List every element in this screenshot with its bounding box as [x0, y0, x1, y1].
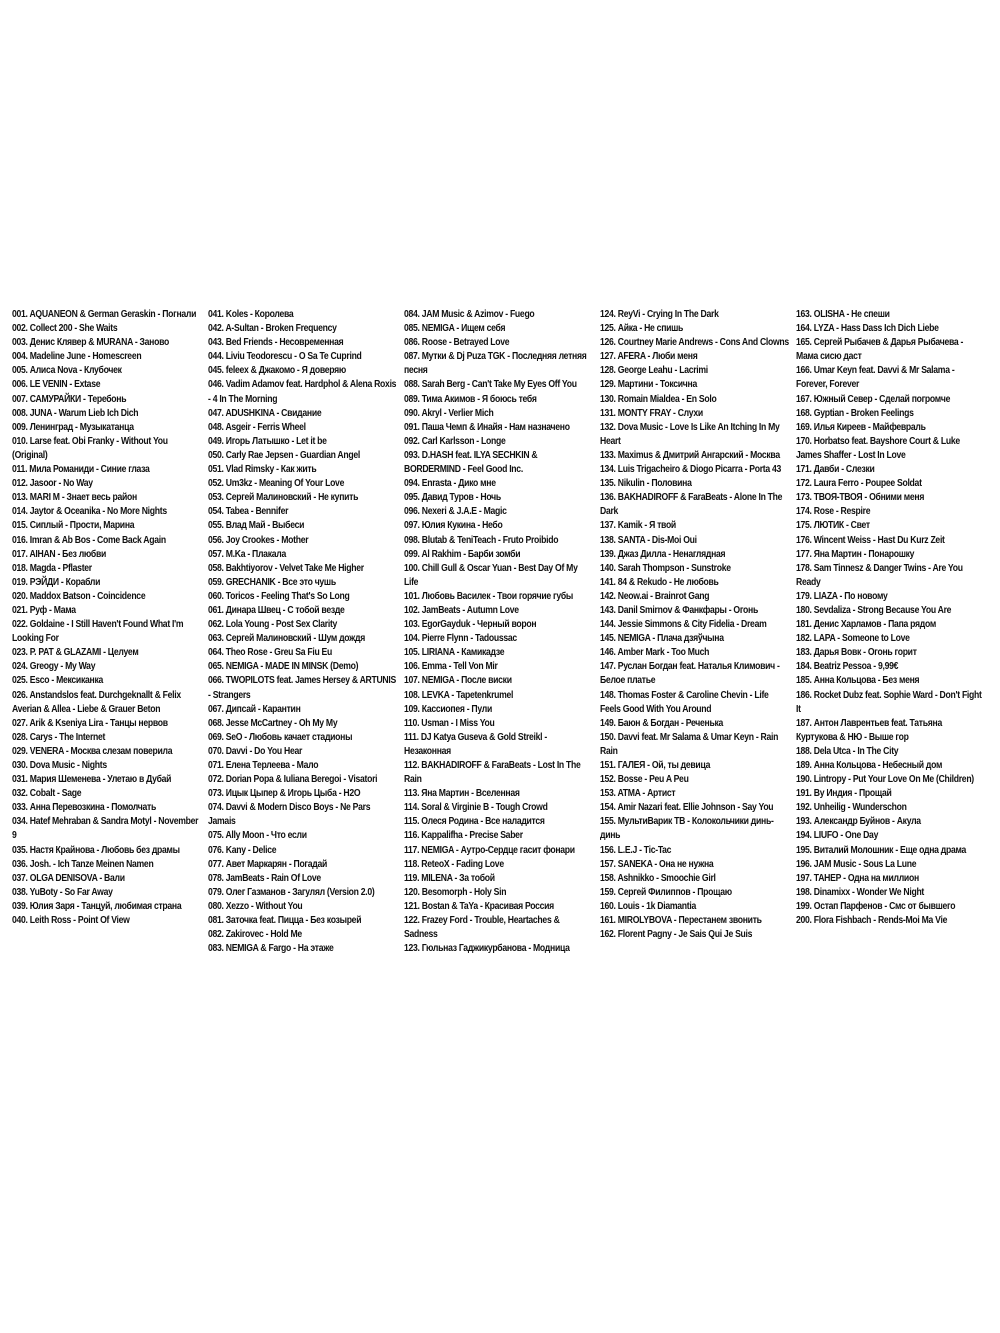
track-entry: 141. 84 & Rekudo - Не любовь [600, 576, 719, 588]
track-entry: 053. Сергей Малиновский - Не купить [208, 492, 359, 504]
track-entry: 200. Flora Fishbach - Rends-Moi Ma Vie [796, 915, 948, 927]
track-entry: 118. ReteoX - Fading Love [404, 858, 504, 870]
track-entry: 006. LE VENIN - Extase [12, 379, 101, 391]
track-entry: 175. ЛЮТИК - Свет [796, 520, 870, 532]
track-entry: 038. YuBoty - So Far Away [12, 886, 113, 898]
track-entry: 075. Ally Moon - Что если [208, 830, 307, 842]
track-entry: 052. Um3kz - Meaning Of Your Love [208, 478, 345, 490]
track-entry: 165. Сергей Рыбачев & Дарья Рыбачева - Мама сисю даст [796, 337, 964, 363]
tracklist-column-2 [208, 308, 404, 956]
track-entry: 016. Imran & Ab Bos - Come Back Again [12, 534, 166, 546]
track-entry: 121. Bostan & TaYa - Красивая Россия [404, 900, 554, 912]
track-entry: 149. Баюн & Богдан - Реченька [600, 717, 724, 729]
track-entry: 133. Maximus & Дмитрий Ангарский - Москва [600, 449, 780, 461]
track-entry: 193. Александр Буйнов - Акула [796, 816, 921, 828]
track-entry: 167. Южный Север - Сделай погромче [796, 393, 951, 405]
tracklist-sheet [12, 308, 992, 956]
track-entry: 040. Leith Ross - Point Of View [12, 915, 130, 927]
track-entry: 068. Jesse McCartney - Oh My My [208, 717, 338, 729]
track-entry: 098. Blutab & TeniTeach - Fruto Proibido [404, 534, 559, 546]
track-entry: 076. Kany - Delice [208, 844, 277, 856]
track-entry: 085. NEMIGA - Ищем себя [404, 323, 506, 335]
track-entry: 116. Kappalifha - Precise Saber [404, 830, 523, 842]
track-entry: 012. Jasoor - No Way [12, 478, 93, 490]
track-entry: 071. Елена Терлеева - Мало [208, 760, 319, 771]
track-entry: 186. Rocket Dubz feat. Sophie Ward - Don't Fight It [796, 689, 982, 715]
track-entry: 110. Usman - I Miss You [404, 717, 495, 729]
track-entry: 113. Яна Мартин - Вселенная [404, 788, 520, 800]
track-entry: 185. Анна Кольцова - Без меня [796, 675, 920, 687]
track-entry: 095. Давид Туров - Ночь [404, 492, 501, 504]
track-entry: 164. LYZA - Hass Dass Ich Dich Liebe [796, 323, 939, 335]
track-entry: 181. Денис Харламов - Папа рядом [796, 619, 936, 631]
track-entry: 004. Madeline June - Homescreen [12, 351, 142, 363]
track-entry: 055. Влад Май - Выбеси [208, 520, 305, 532]
track-entry: 035. Настя Крайнова - Любовь без драмы [12, 844, 180, 856]
track-entry: 137. Kamik - Я твой [600, 520, 676, 532]
track-entry: 030. Dova Music - Nights [12, 760, 107, 771]
track-entry: 007. САМУРАЙКИ - Теребонь [12, 393, 127, 405]
track-entry: 158. Ashnikko - Smoochie Girl [600, 872, 716, 884]
track-entry: 160. Louis - 1k Diamantia [600, 900, 697, 912]
track-entry: 161. MIROLYBOVA - Перестанем звонить [600, 915, 762, 927]
track-entry: 177. Яна Мартин - Понарошку [796, 548, 915, 560]
track-entry: 057. M.Ka - Плакала [208, 548, 286, 560]
track-entry: 014. Jaytor & Oceanika - No More Nights [12, 506, 167, 518]
track-entry: 018. Magda - Pflaster [12, 562, 92, 574]
track-entry: 050. Carly Rae Jepsen - Guardian Angel [208, 449, 360, 461]
track-entry: 020. Maddox Batson - Coincidence [12, 590, 146, 602]
track-entry: 171. Давби - Слезки [796, 464, 875, 476]
track-entry: 178. Sam Tinnesz & Danger Twins - Are You Ready [796, 562, 963, 588]
track-entry: 058. Bakhtiyorov - Velvet Take Me Higher [208, 562, 364, 574]
track-entry: 194. LIUFO - One Day [796, 830, 879, 842]
track-entry: 119. MILENA - За тобой [404, 872, 495, 884]
track-entry: 169. Илья Киреев - Майфевраль [796, 421, 926, 433]
track-entry: 060. Toricos - Feeling That's So Long [208, 590, 350, 602]
track-entry: 148. Thomas Foster & Caroline Chevin - Life Feels Good With You Around [600, 689, 769, 715]
track-entry: 094. Enrasta - Дико мне [404, 478, 496, 490]
track-entry: 132. Dova Music - Love Is Like An Itching In My Heart [600, 421, 780, 447]
track-entry: 143. Danil Smirnov & Фанкфары - Огонь [600, 604, 758, 616]
track-entry: 073. Ицык Цыпер & Игорь Цыба - H2O [208, 788, 361, 800]
track-entry: 032. Cobalt - Sage [12, 788, 82, 800]
track-entry: 184. Beatriz Pessoa - 9,99€ [796, 661, 899, 673]
track-entry: 182. LAPA - Someone to Love [796, 633, 910, 645]
track-entry: 173. ТВОЯ-ТВОЯ - Обними меня [796, 492, 925, 504]
track-entry: 109. Кассиопея - Пули [404, 703, 492, 715]
track-entry: 039. Юлия Заря - Танцуй, любимая страна [12, 900, 182, 912]
track-entry: 003. Денис Клявер & MURANA - Заново [12, 337, 169, 349]
track-entry: 139. Джаз Дилла - Ненаглядная [600, 548, 726, 560]
track-entry: 080. Xezzo - Without You [208, 900, 303, 912]
track-entry: 010. Larse feat. Obi Franky - Without You (Original) [12, 435, 168, 461]
track-entry: 112. BAKHADIROFF & FaraBeats - Lost In The Rain [404, 760, 581, 786]
track-entry: 029. VENERA - Москва слезам поверила [12, 745, 173, 757]
track-entry: 009. Ленинград - Музыкатанца [12, 421, 134, 433]
track-entry: 192. Unheilig - Wunderschon [796, 802, 907, 814]
track-entry: 146. Amber Mark - Too Much [600, 647, 710, 659]
track-entry: 069. SeO - Любовь качает стадионы [208, 731, 353, 743]
track-entry: 147. Руслан Богдан feat. Наталья Климович - Белое платье [600, 661, 780, 687]
track-entry: 090. Akryl - Verlier Mich [404, 407, 494, 419]
track-entry: 082. Zakirovec - Hold Me [208, 929, 302, 941]
track-entry: 065. NEMIGA - MADE IN MINSK (Demo) [208, 661, 359, 673]
track-entry: 043. Bed Friends - Несовременная [208, 337, 344, 349]
track-entry: 197. ТАНЕР - Одна на миллион [796, 872, 919, 884]
tracklist-column-5 [796, 308, 992, 928]
track-entry: 135. Nikulin - Половина [600, 478, 692, 490]
track-entry: 198. Dinamixx - Wonder We Night [796, 886, 925, 898]
track-entry: 063. Сергей Малиновский - Шум дождя [208, 633, 365, 645]
track-entry: 111. DJ Katya Guseva & Gold Streikl - Незаконная [404, 731, 547, 757]
track-entry: 001. AQUANEON & German Geraskin - Погнали [12, 309, 197, 320]
track-entry: 070. Davvi - Do You Hear [208, 745, 303, 757]
track-entry: 036. Josh. - Ich Tanze Meinen Namen [12, 858, 154, 870]
track-entry: 168. Gyptian - Broken Feelings [796, 407, 914, 419]
track-entry: 166. Umar Keyn feat. Davvi & Mr Salama - Forever, Forever [796, 365, 955, 391]
track-entry: 005. Алиса Nova - Клубочек [12, 365, 122, 377]
track-entry: 144. Jessie Simmons & City Fidelia - Dream [600, 619, 767, 631]
track-entry: 102. JamBeats - Autumn Love [404, 604, 519, 616]
tracklist-column-3 [404, 308, 600, 956]
track-entry: 022. Goldaine - I Still Haven't Found What I'm Looking For [12, 619, 184, 645]
track-entry: 123. Гюльназ Гаджикурбанова - Модница [404, 943, 570, 955]
track-entry: 155. МультиВарик ТВ - Колокольчики динь-динь [600, 816, 774, 842]
track-entry: 172. Laura Ferro - Poupee Soldat [796, 478, 922, 490]
track-entry: 195. Виталий Молошник - Еще одна драма [796, 844, 966, 856]
track-entry: 159. Сергей Филиппов - Прощаю [600, 886, 732, 898]
tracklist-column-4 [600, 308, 796, 942]
track-entry: 129. Мартини - Токсична [600, 379, 697, 391]
track-entry: 072. Dorian Popa & Iuliana Beregoi - Visatori [208, 774, 378, 786]
track-entry: 064. Theo Rose - Greu Sa Fiu Eu [208, 647, 333, 659]
track-entry: 097. Юлия Кукина - Небо [404, 520, 503, 532]
track-entry: 074. Davvi & Modern Disco Boys - Ne Pars Jamais [208, 802, 371, 828]
track-entry: 183. Дарья Вовк - Огонь горит [796, 647, 917, 659]
track-entry: 033. Анна Перевозкина - Помолчать [12, 802, 157, 814]
track-entry: 079. Олег Газманов - Загулял (Version 2.0) [208, 886, 375, 898]
track-entry: 067. Дипсай - Карантин [208, 703, 301, 715]
track-entry: 187. Антон Лаврентьев feat. Татьяна Куртукова & НЮ - Выше гор [796, 717, 942, 743]
track-entry: 128. George Leahu - Lacrimi [600, 365, 708, 377]
track-entry: 002. Collect 200 - She Waits [12, 323, 118, 335]
track-entry: 034. Hatef Mehraban & Sandra Motyl - November 9 [12, 816, 199, 842]
track-entry: 157. SANEKA - Она не нужна [600, 858, 714, 870]
track-entry: 008. JUNA - Warum Lieb Ich Dich [12, 407, 139, 419]
track-entry: 017. AIHAN - Без любви [12, 548, 107, 560]
track-entry: 103. EgorGayduk - Черный ворон [404, 619, 537, 631]
track-entry: 041. Koles - Королева [208, 309, 294, 320]
track-entry: 013. MARI M - Знает весь район [12, 492, 137, 504]
track-entry: 156. L.E.J - Tic-Tac [600, 844, 672, 856]
track-entry: 134. Luis Trigacheiro & Diogo Picarra - Porta 43 [600, 464, 782, 476]
track-entry: 114. Soral & Virginie B - Tough Crowd [404, 802, 548, 814]
track-entry: 023. P. PAT & GLAZAMI - Целуем [12, 647, 139, 659]
track-entry: 142. Neow.ai - Brainrot Gang [600, 590, 710, 602]
track-entry: 190. Lintropy - Put Your Love On Me (Children) [796, 774, 974, 786]
track-entry: 078. JamBeats - Rain Of Love [208, 872, 321, 884]
track-entry: 026. Anstandslos feat. Durchgeknallt & Felix Averian & Allea - Liebe & Grauer Beton [12, 689, 181, 715]
tracklist-column-1 [12, 308, 208, 928]
track-entry: 154. Amir Nazari feat. Ellie Johnson - Say You [600, 802, 774, 814]
track-entry: 066. TWOPILOTS feat. James Hersey & ARTUNIS - Strangers [208, 675, 396, 701]
track-entry: 117. NEMIGA - Аутро-Сердце гасит фонари [404, 844, 575, 856]
track-entry: 153. ATMA - Артист [600, 788, 676, 800]
track-entry: 105. LIRIANA - Камикадзе [404, 647, 505, 659]
track-entry: 107. NEMIGA - После виски [404, 675, 512, 687]
track-entry: 062. Lola Young - Post Sex Clarity [208, 619, 338, 631]
track-entry: 046. Vadim Adamov feat. Hardphol & Alena Roxis - 4 In The Morning [208, 379, 397, 405]
track-entry: 127. AFERA - Люби меня [600, 351, 698, 363]
track-entry: 170. Horbatso feat. Bayshore Court & Luke James Shaffer - Lost In Love [796, 435, 960, 461]
track-entry: 021. Руф - Мама [12, 604, 76, 616]
track-entry: 056. Joy Crookes - Mother [208, 534, 309, 546]
track-entry: 019. РЭЙДИ - Корабли [12, 576, 101, 588]
track-entry: 047. ADUSHKINA - Свидание [208, 407, 322, 419]
track-entry: 104. Pierre Flynn - Tadoussac [404, 633, 517, 645]
track-entry: 191. Ву Индия - Прощай [796, 788, 892, 800]
track-entry: 011. Мила Романиди - Синие глаза [12, 464, 150, 476]
track-entry: 108. LEVKA - Tapetenkrumel [404, 689, 514, 701]
track-entry: 179. LIAZA - По новому [796, 590, 888, 602]
track-entry: 101. Любовь Василек - Твои горячие губы [404, 590, 574, 602]
track-entry: 091. Паша Чемп & Инайя - Нам назначено [404, 421, 570, 433]
track-entry: 096. Nexeri & J.A.E - Magic [404, 506, 507, 518]
track-entry: 061. Динара Швец - С тобой везде [208, 604, 345, 616]
track-entry: 093. D.HASH feat. ILYA SECHKIN & BORDERMIND - Feel Good Inc. [404, 449, 538, 476]
track-entry: 099. Al Rakhim - Барби зомби [404, 548, 521, 560]
track-entry: 015. Сиплый - Прости, Марина [12, 520, 135, 532]
track-entry: 150. Davvi feat. Mr Salama & Umar Keyn - Rain Rain [600, 731, 779, 757]
track-entry: 092. Carl Karlsson - Longe [404, 435, 506, 447]
track-entry: 136. BAKHADIROFF & FaraBeats - Alone In The Dark [600, 492, 783, 518]
track-entry: 189. Анна Кольцова - Небесный дом [796, 760, 943, 771]
track-entry: 162. Florent Pagny - Je Sais Qui Je Suis [600, 929, 753, 941]
track-entry: 054. Tabea - Bennifer [208, 506, 289, 518]
track-entry: 163. OLISHA - Не спеши [796, 309, 890, 320]
track-entry: 196. JAM Music - Sous La Lune [796, 858, 917, 870]
track-entry: 049. Игорь Латышко - Let it be [208, 435, 327, 447]
track-entry: 100. Chill Gull & Oscar Yuan - Best Day Of My Life [404, 562, 578, 588]
track-entry: 084. JAM Music & Azimov - Fuego [404, 309, 535, 320]
track-entry: 044. Liviu Teodorescu - O Sa Te Cuprind [208, 351, 362, 363]
track-entry: 120. Besomorph - Holy Sin [404, 886, 507, 898]
track-entry: 037. OLGA DENISOVA - Вали [12, 872, 125, 884]
track-entry: 125. Айка - Не спишь [600, 323, 684, 335]
track-entry: 083. NEMIGA & Fargo - На этаже [208, 943, 334, 955]
track-entry: 115. Олеся Родина - Все наладится [404, 816, 545, 828]
track-entry: 174. Rose - Respire [796, 506, 871, 518]
track-entry: 131. MONTY FRAY - Слухи [600, 407, 703, 419]
track-entry: 130. Romain Mialdea - En Solo [600, 393, 717, 405]
track-entry: 087. Мутки & Dj Puza TGK - Последняя летняя песня [404, 351, 587, 377]
track-entry: 086. Roose - Betrayed Love [404, 337, 510, 349]
track-entry: 051. Vlad Rimsky - Как жить [208, 464, 317, 476]
track-entry: 059. GRECHANIK - Все это чушь [208, 576, 336, 588]
track-entry: 145. NEMIGA - Плача дзяўчына [600, 633, 724, 645]
track-entry: 180. Sevdaliza - Strong Because You Are [796, 604, 952, 616]
track-entry: 027. Arik & Kseniya Lira - Танцы нервов [12, 717, 168, 729]
track-entry: 124. ReyVi - Crying In The Dark [600, 309, 719, 320]
track-entry: 188. Dela Utca - In The City [796, 745, 899, 757]
track-entry: 088. Sarah Berg - Can't Take My Eyes Off You [404, 379, 577, 391]
track-entry: 140. Sarah Thompson - Sunstroke [600, 562, 731, 574]
track-entry: 199. Остап Парфенов - Смс от бывшего [796, 900, 956, 912]
track-entry: 028. Carys - The Internet [12, 731, 106, 743]
track-entry: 042. A-Sultan - Broken Frequency [208, 323, 337, 335]
track-entry: 024. Greogy - My Way [12, 661, 96, 673]
track-entry: 176. Wincent Weiss - Hast Du Kurz Zeit [796, 534, 945, 546]
track-entry: 126. Courtney Marie Andrews - Cons And Clowns [600, 337, 789, 349]
track-entry: 081. Заточка feat. Пицца - Без козырей [208, 915, 362, 927]
track-entry: 151. ГАЛЕЯ - Ой, ты девица [600, 760, 711, 771]
track-entry: 138. SANTA - Dis-Moi Oui [600, 534, 697, 546]
track-entry: 152. Bosse - Peu A Peu [600, 774, 689, 786]
track-entry: 031. Мария Шеменева - Улетаю в Дубай [12, 774, 172, 786]
track-entry: 025. Esco - Мексиканка [12, 675, 103, 687]
track-entry: 048. Asgeir - Ferris Wheel [208, 421, 306, 433]
track-entry: 089. Тима Акимов - Я боюсь тебя [404, 393, 537, 405]
track-entry: 045. feleex & Джакомо - Я доверяю [208, 365, 346, 377]
track-entry: 122. Frazey Ford - Trouble, Heartaches & Sadness [404, 915, 560, 941]
track-entry: 077. Авет Маркарян - Погадай [208, 858, 328, 870]
track-entry: 106. Emma - Tell Von Mir [404, 661, 498, 673]
